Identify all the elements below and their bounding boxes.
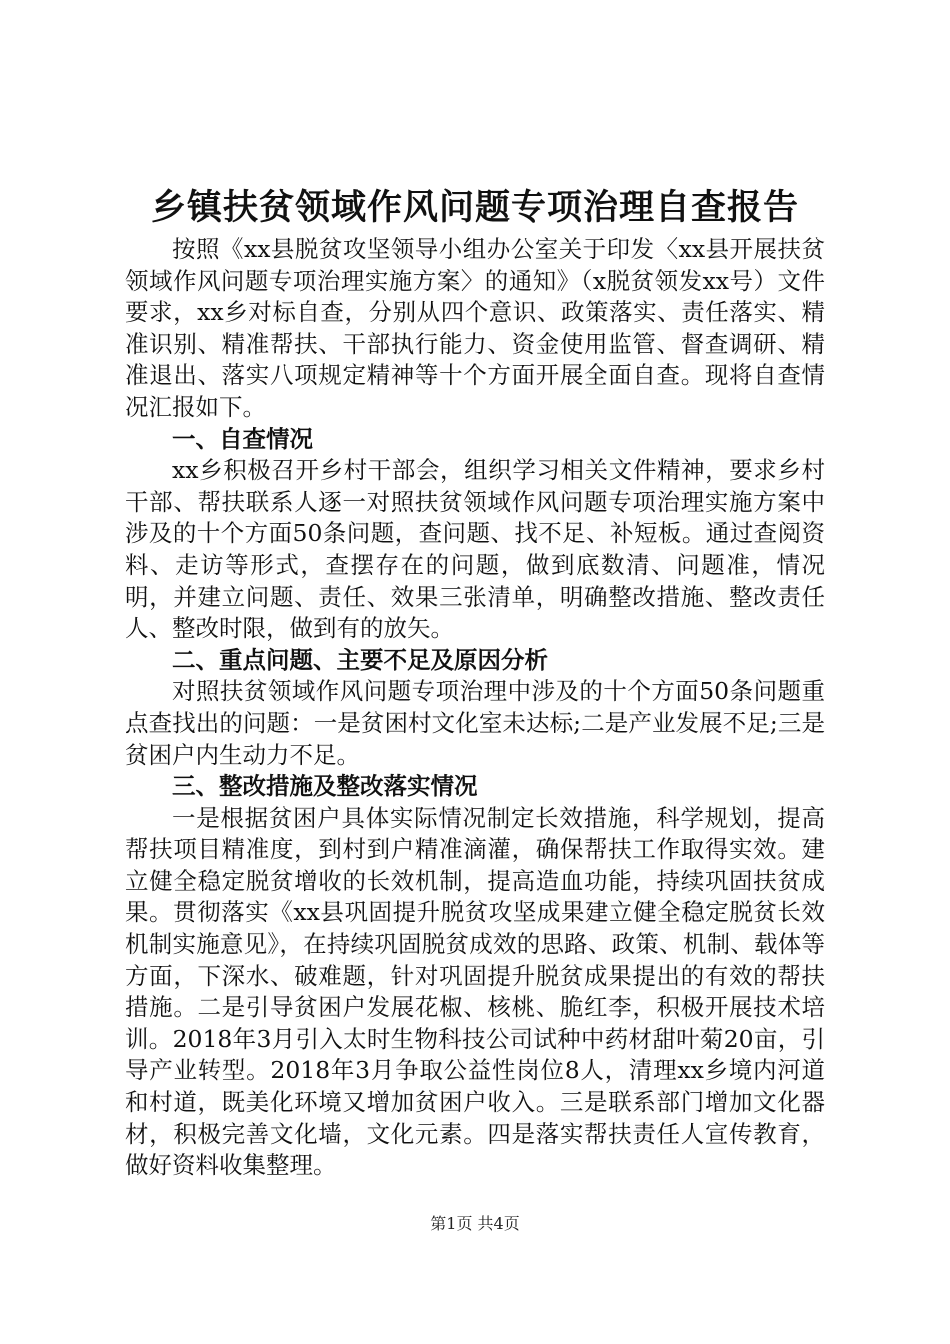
document-title: 乡镇扶贫领域作风问题专项治理自查报告 [150, 188, 799, 228]
section-heading-self-inspection: 一、自查情况 [172, 424, 313, 453]
section-paragraph-key-problems: 对照扶贫领域作风问题专项治理中涉及的十个方面50条问题重点查找出的问题：一是贫困村文化室未达标;二是产业发展不足;三是贫困户内生动力不足。 [125, 677, 825, 769]
section-paragraph-rectification: 一是根据贫困户具体实际情况制定长效措施，科学规划，提高帮扶项目精准度，到村到户精准滴灌，确保帮扶工作取得实效。建立健全稳定脱贫增收的长效机制，提高造血功能，持续巩固扶贫成果。贯彻落实《xx县巩固提升脱贫攻坚成果建立健全稳定脱贫长效机制实施意见》，在持续巩固脱贫成效的思路、政策、机制、载体等方面，下深水、破难题，针对巩固提升脱贫成果提出的有效的帮扶措施。二是引导贫困户发展花椒、核桃、脆红李，积极开展技术培训。2018年3月引入太时生物科技公司试种中药材甜叶菊20亩，引导产业转型。2018年3月争取公益性岗位8人，清理xx乡境内河道和村道，既美化环境又增加贫困户收入。三是联系部门增加文化器材，积极完善文化墙，文化元素。四是落实帮扶责任人宣传教育，做好资料收集整理。 [125, 803, 825, 1180]
intro-paragraph: 按照《xx县脱贫攻坚领导小组办公室关于印发〈xx县开展扶贫领域作风问题专项治理实施方案〉的通知》（x脱贫领发xx号）文件要求，xx乡对标自查，分别从四个意识、政策落实、责任落实、精准识别、精准帮扶、干部执行能力、资金使用监管、督查调研、精准退出、落实八项规定精神等十个方面开展全面自查。现将自查情况汇报如下。 [125, 235, 825, 421]
document-body [125, 234, 825, 1182]
page-number-footer: 第1页 共4页 [430, 1214, 520, 1233]
section-heading-key-problems: 二、重点问题、主要不足及原因分析 [172, 645, 548, 674]
section-paragraph-self-inspection: xx乡积极召开乡村干部会，组织学习相关文件精神，要求乡村干部、帮扶联系人逐一对照扶贫领域作风问题专项治理实施方案中涉及的十个方面50条问题，查问题、找不足、补短板。通过查阅资料、走访等形式，查摆存在的问题，做到底数清、问题准，情况明，并建立问题、责任、效果三张清单，明确整改措施、整改责任人、整改时限，做到有的放矢。 [125, 456, 825, 643]
section-heading-rectification: 三、整改措施及整改落实情况 [172, 772, 478, 801]
